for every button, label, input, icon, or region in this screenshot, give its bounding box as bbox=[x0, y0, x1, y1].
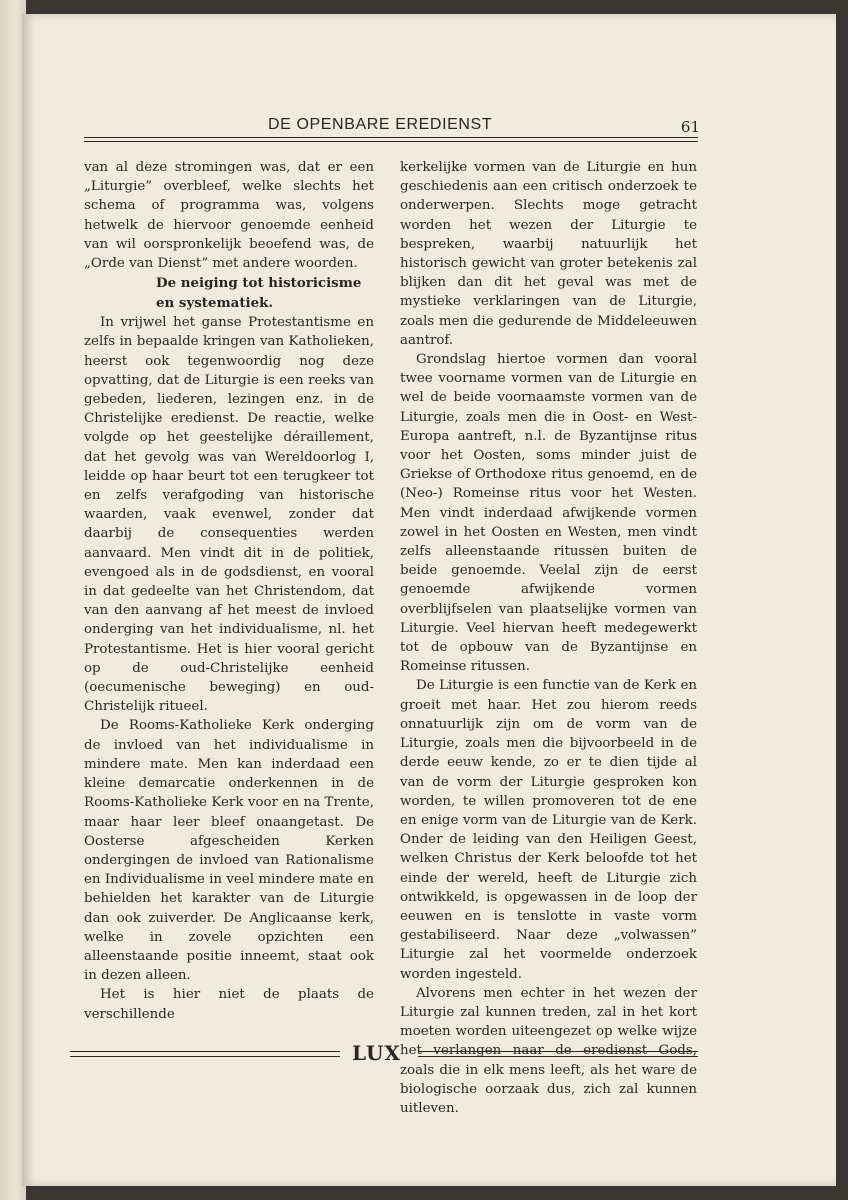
page-footer bbox=[70, 1043, 698, 1067]
left-column bbox=[84, 158, 374, 1024]
right-column bbox=[400, 158, 697, 1118]
paragraph: van al deze stromingen was, dat er een „Liturgie” overbleef, welke slechts het schema of programma was, volgens hetwelk de hiervoor genoemde eenheid van wil oorspronkelijk beoefend was, de „Orde van Dienst” met andere woorden. bbox=[84, 160, 374, 272]
paragraph: De Liturgie is een functie van de Kerk en groeit met haar. Het zou hierom reeds onnatuurlijk zijn om de vorm van de Liturgie, zoals men die bijvoorbeeld in de derde eeuw kende, zo er te dien tijde al van de vorm der Liturgie gesproken kon worden, te willen promoveren tot de ene en enige vorm van de Liturgie van de Kerk. Onder de leiding van den Heiligen Geest, welken Christus der Kerk beloofde tot het einde der wereld, heeft de Liturgie zich ontwikkeld, is opgewassen in de loop der eeuwen en is tenslotte in vaste vorm gestabiliseerd. Naar deze „volwassen” Liturgie zal het voormelde onderzoek worden ingesteld. bbox=[400, 678, 697, 982]
page-number: 61 bbox=[680, 118, 700, 136]
paragraph: Grondslag hiertoe vormen dan vooral twee voorname vormen van de Liturgie en wel de beide voornaamste vormen van de Liturgie, zoals men die in Oost- en West-Europa aantreft, n.l. de Byzantijnse ritus voor het Oosten, soms minder juist de Griekse of Orthodoxe ritus genoemd, en de (Neo-) Romeinse ritus voor het Westen. Men vindt inderdaad afwijkende vormen zowel in het Oosten en Westen, men vindt zelfs alleenstaande ritussen buiten de beide genoemde. Veelal zijn de eerst genoemde afwijkende vormen overblijfselen van plaatselijke vormen van Liturgie. Veel hiervan heeft medegewerkt tot de opbouw van de Byzantijnse en Romeinse ritussen. bbox=[400, 352, 697, 675]
paragraph: De Rooms-Katholieke Kerk onderging de invloed van het individualisme in mindere mate. Men kan inderdaad een kleine demarcatie onderkennen in de Rooms-Katholieke Kerk voor en na Trente, maar haar leer bleef onaangetast. De Oosterse afgescheiden Kerken ondergingen de invloed van Rationalisme en Individualisme in veel mindere mate en behielden het karakter van de Liturgie dan ook zuiverder. De Anglicaanse kerk, welke in zovele opzichten een alleenstaande positie inneemt, staat ook in dezen alleen. bbox=[84, 718, 374, 984]
running-title: DE OPENBARE EREDIENST bbox=[268, 116, 493, 133]
header-rule bbox=[84, 137, 698, 142]
paragraph: kerkelijke vormen van de Liturgie en hun geschiedenis aan een critisch onderzoek te onderwerpen. Slechts moge getracht worden het wezen der Liturgie te bespreken, waarbij natuurlijk het historisch gewicht van groter betekenis zal blijken dan dit het geval was met de mystieke verklaringen van de Liturgie, zoals men die gedurende de Middeleeuwen aantrof. bbox=[400, 160, 697, 348]
paragraph: Het is hier niet de plaats de verschillende bbox=[84, 987, 374, 1022]
lux-logo: LUX bbox=[352, 1041, 401, 1065]
paragraph: Alvorens men echter in het wezen der Liturgie zal kunnen treden, zal in het kort moeten worden uiteengezet op welke wijze het verlangen naar de eredienst Gods, zoals die in elk mens leeft, als het ware de biologische oorzaak dus, zich zal kunnen uitleven. bbox=[400, 985, 697, 1116]
footer-rule-left bbox=[70, 1051, 340, 1057]
paragraph: In vrijwel het ganse Protestantisme en zelfs in bepaalde kringen van Katholieken, heerst ook tegenwoordig nog deze opvatting, dat de Liturgie is een reeks van gebeden, liederen, lezingen enz. in de Christelijke eredienst. De reactie, welke volgde op het geestelijke déraillement, dat het gevolg was van Wereldoorlog I, leidde op haar beurt tot een terugkeer tot en zelfs verafgoding van historische waarden, vaak evenwel, zonder dat daarbij de consequenties werden aanvaard. Men vindt dit in de politiek, evengoed als in de godsdienst, en vooral in dat gedeelte van het Christendom, dat van den aanvang af het meest de invloed onderging van het individualisme, nl. het Protestantisme. Het is hier vooral gericht op de oud-Christelijke eenheid (oecumenische beweging) en oud-Christelijk ritueel. bbox=[84, 315, 374, 715]
footer-rule-right bbox=[418, 1051, 698, 1057]
section-heading: De neiging tot historicisme en systematiek. bbox=[156, 275, 362, 312]
